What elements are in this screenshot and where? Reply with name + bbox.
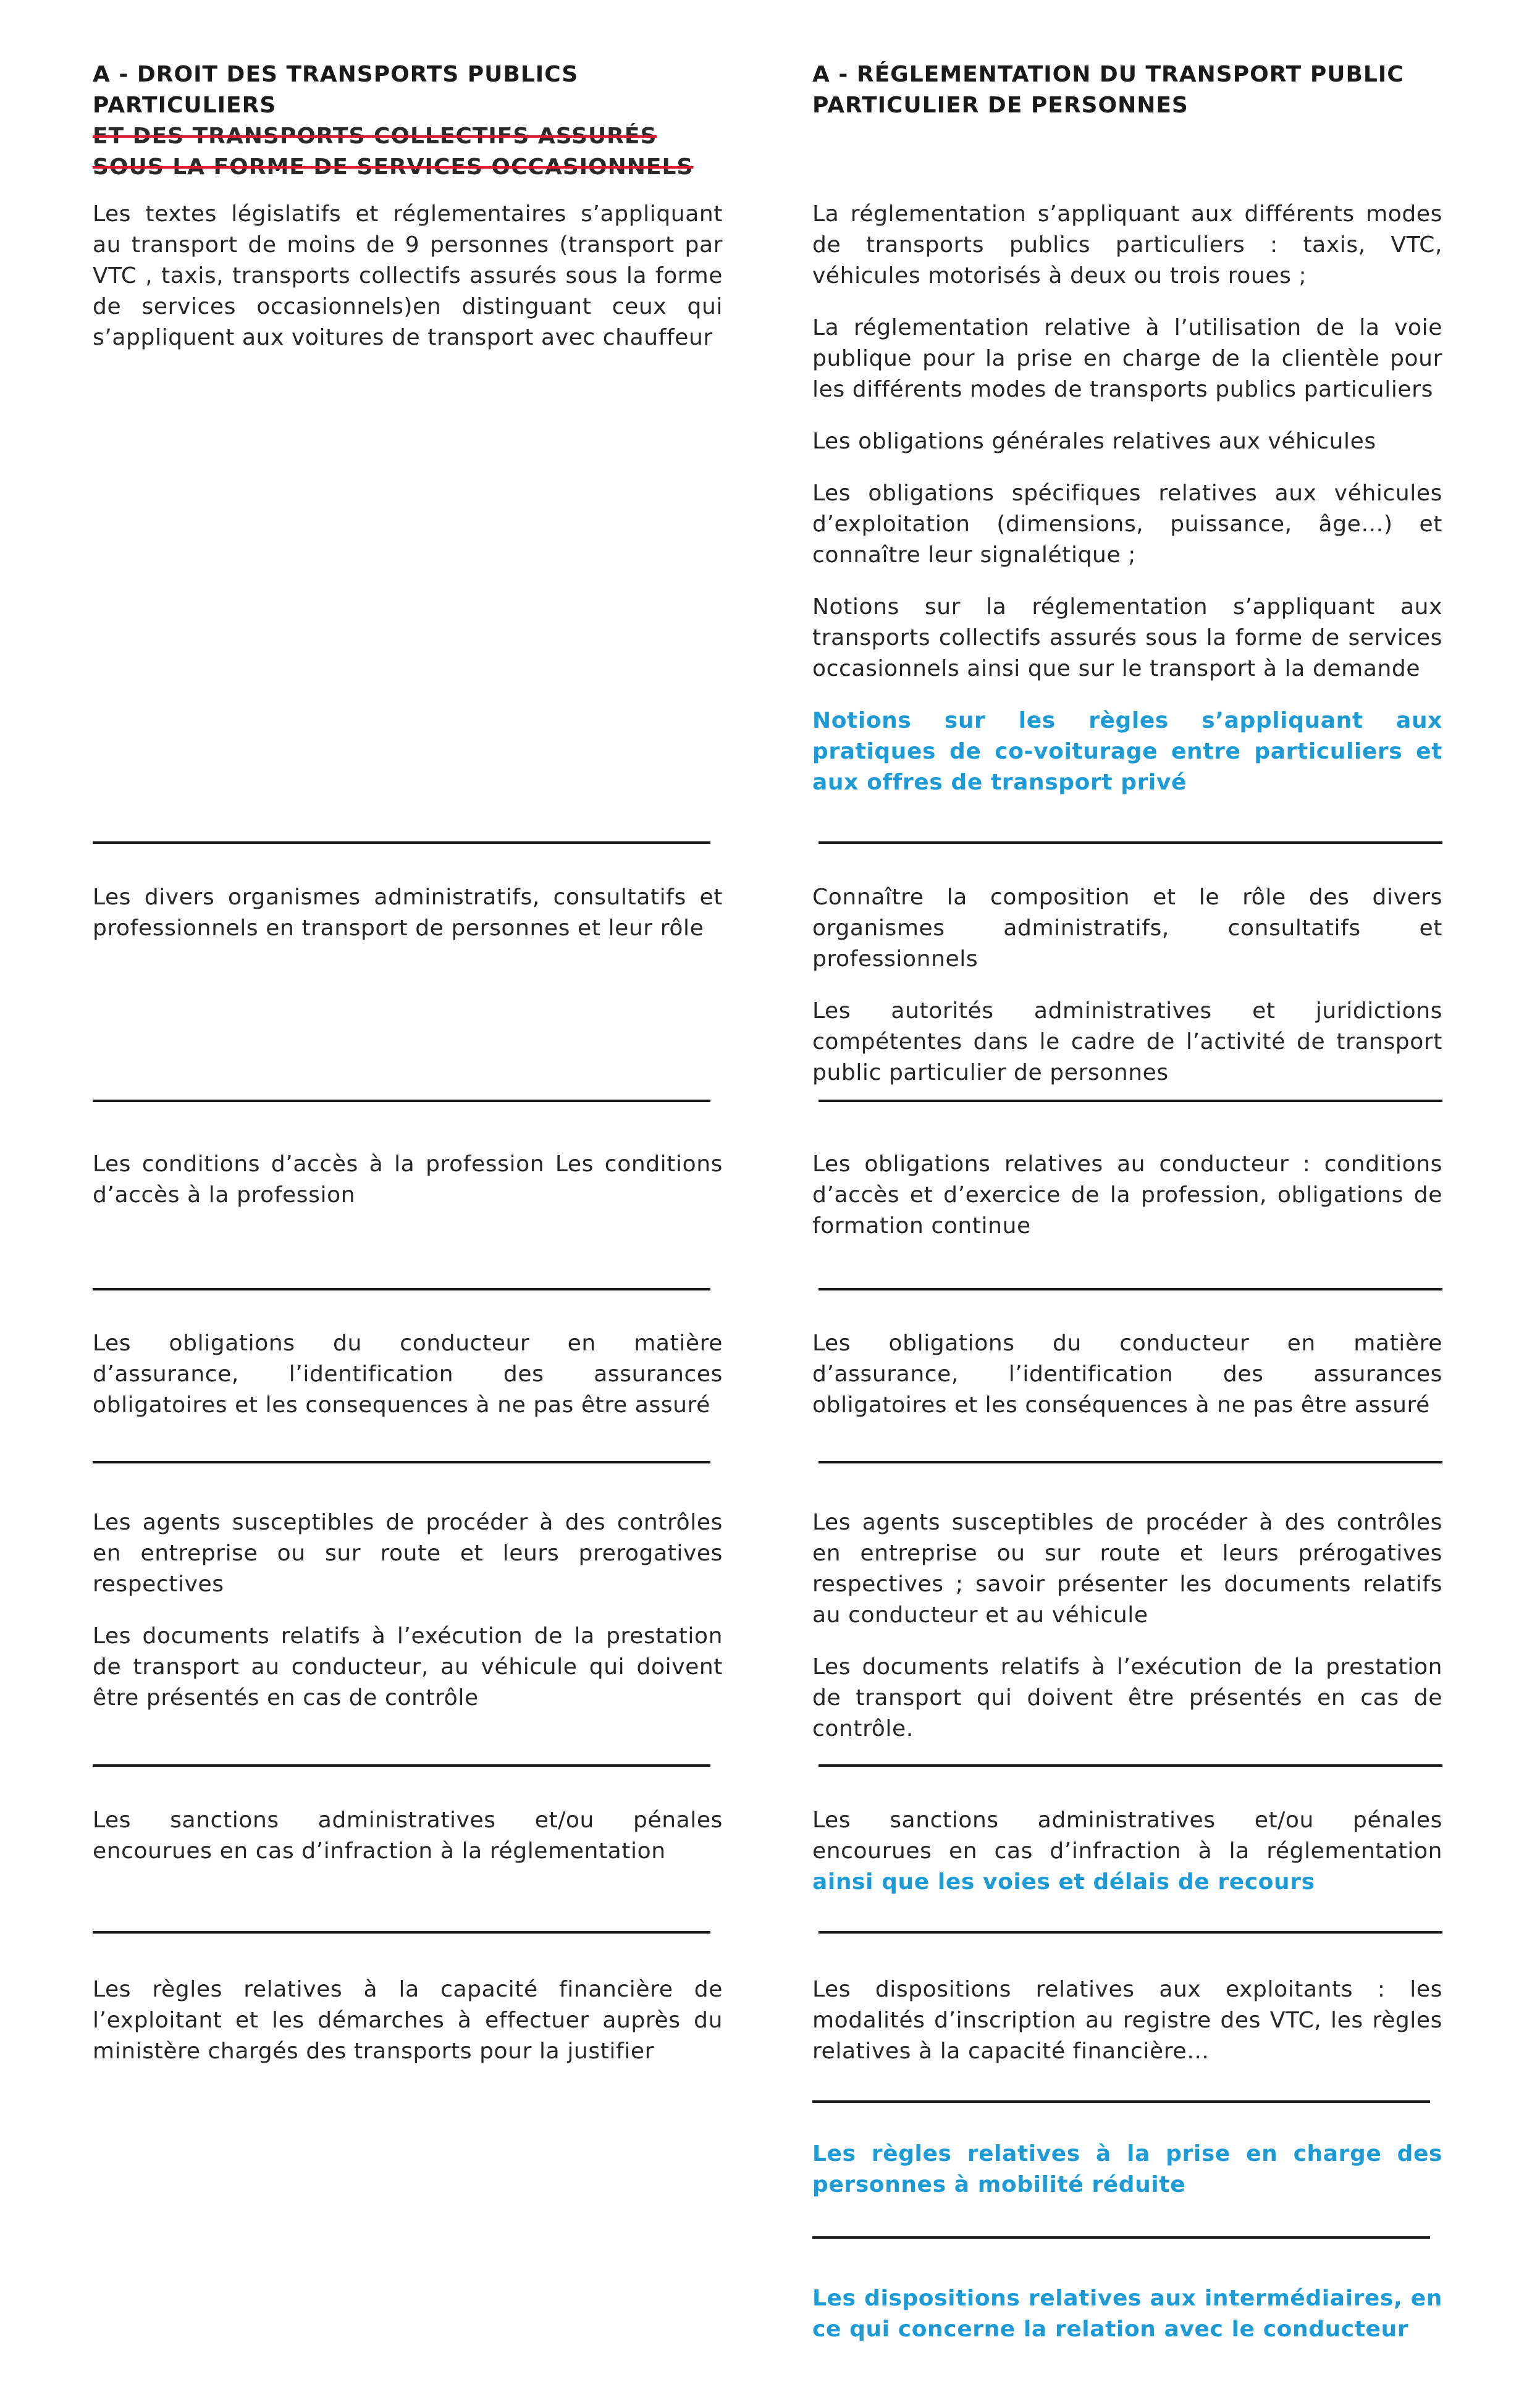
divider xyxy=(93,1100,710,1102)
right-s6-text: Les sanctions administratives et/ou pénales encourues en cas d’infraction à la réglementation xyxy=(812,1808,1442,1864)
right-s6-p1 xyxy=(812,1805,1442,1898)
right-s1-p2: La réglementation relative à l’utilisation de la voie publique pour la prise en charge de la clientèle pour les différents modes de transports publics particuliers xyxy=(812,315,1442,402)
left-section-5 xyxy=(93,1507,723,1714)
right-s1-p1: La réglementation s’appliquant aux différents modes de transports publics particuliers : taxis, VTC, véhicules motorisés à deux ou trois roues ; xyxy=(812,201,1442,288)
right-section-4 xyxy=(812,1328,1442,1421)
right-s8-blue: Les règles relatives à la prise en charge des personnes à mobilité réduite xyxy=(812,2141,1442,2197)
right-s4-p1: Les obligations du conducteur en matière d’assurance, l’identification des assurances obligatoires et les conséquences à ne pas être assuré xyxy=(812,1331,1442,1418)
divider xyxy=(93,841,710,844)
divider xyxy=(819,841,1442,844)
right-s2-p2: Les autorités administratives et juridictions compétentes dans le cadre de l’activité de transport public particulier de personnes xyxy=(812,998,1442,1085)
divider xyxy=(819,1288,1442,1290)
right-section-8 xyxy=(812,2139,1442,2200)
right-s7-p1: Les dispositions relatives aux exploitants : les modalités d’inscription au registre des VTC, les règles relatives à la capacité financière… xyxy=(812,1977,1442,2064)
divider xyxy=(812,2236,1430,2239)
left-title-line: A - DROIT DES TRANSPORTS PUBLICS PARTICULIERS xyxy=(93,62,579,118)
right-section-5 xyxy=(812,1507,1442,1745)
left-title xyxy=(93,59,729,183)
divider xyxy=(93,1764,710,1767)
left-s5-p2: Les documents relatifs à l’exécution de la prestation de transport au conducteur, au véhicule qui doivent être présentés en cas de contrôle xyxy=(93,1623,723,1711)
right-s5-p1: Les agents susceptibles de procéder à des contrôles en entreprise ou sur route et leurs prérogatives respectives ; savoir présenter les documents relatifs au conducteur et au véhicule xyxy=(812,1510,1442,1628)
divider xyxy=(812,2100,1430,2103)
right-section-2 xyxy=(812,882,1442,1088)
divider xyxy=(93,1461,710,1463)
left-section-1 xyxy=(93,199,723,353)
divider xyxy=(819,1461,1442,1463)
left-s7-p1: Les règles relatives à la capacité financière de l’exploitant et les démarches à effectuer auprès du ministère chargés des transports pour la justifier xyxy=(93,1977,723,2064)
left-s5-p1: Les agents susceptibles de procéder à des contrôles en entreprise ou sur route et leurs prerogatives respectives xyxy=(93,1510,723,1597)
right-section-9 xyxy=(812,2283,1442,2345)
left-s6-p1: Les sanctions administratives et/ou pénales encourues en cas d’infraction à la réglementation xyxy=(93,1808,723,1864)
left-title-struck-text: ET DES TRANSPORTS COLLECTIFS ASSURÉS SOUS LA FORME DE SERVICES OCCASIONNELS xyxy=(93,124,694,180)
right-s1-blue-note: Notions sur les règles s’appliquant aux pratiques de co-voiturage entre particuliers et aux offres de transport privé xyxy=(812,708,1442,795)
right-s1-p4: Les obligations spécifiques relatives aux véhicules d’exploitation (dimensions, puissance, âge…) et connaître leur signalétique ; xyxy=(812,481,1442,568)
right-s1-p5: Notions sur la réglementation s’appliquant aux transports collectifs assurés sous la forme de services occasionnels ainsi que sur le transport à la demande xyxy=(812,594,1442,681)
divider xyxy=(819,1100,1442,1102)
left-s1-p1: Les textes législatifs et réglementaires s’appliquant au transport de moins de 9 personnes (transport par VTC , taxis, transports collectifs assurés sous la forme de services occasionnels)en distinguant ceux qui s’appliquent aux voitures de transport avec chauffeur xyxy=(93,201,723,350)
right-s3-p1: Les obligations relatives au conducteur : conditions d’accès et d’exercice de la profession, obligations de formation continue xyxy=(812,1151,1442,1239)
left-section-3 xyxy=(93,1149,723,1211)
left-s4-p1: Les obligations du conducteur en matière d’assurance, l’identification des assurances obligatoires et les consequences à ne pas être assuré xyxy=(93,1331,723,1418)
left-s2-p1: Les divers organismes administratifs, consultatifs et professionnels en transport de personnes et leur rôle xyxy=(93,885,723,941)
divider xyxy=(819,1931,1442,1934)
left-section-7 xyxy=(93,1974,723,2067)
right-s1-p3: Les obligations générales relatives aux véhicules xyxy=(812,429,1376,454)
right-s9-blue: Les dispositions relatives aux intermédiaires, en ce qui concerne la relation avec le conducteur xyxy=(812,2286,1442,2342)
right-s5-p2: Les documents relatifs à l’exécution de la prestation de transport qui doivent être présentés en cas de contrôle. xyxy=(812,1654,1442,1741)
left-section-6 xyxy=(93,1805,723,1867)
right-section-6 xyxy=(812,1805,1442,1898)
left-section-4 xyxy=(93,1328,723,1421)
left-s3-p1: Les conditions d’accès à la profession Les conditions d’accès à la profession xyxy=(93,1151,723,1208)
divider xyxy=(93,1931,710,1934)
right-section-3 xyxy=(812,1149,1442,1242)
right-section-1 xyxy=(812,199,1442,798)
left-section-2 xyxy=(93,882,723,944)
right-s6-blue: ainsi que les voies et délais de recours xyxy=(812,1869,1315,1895)
right-title: A - RÉGLEMENTATION DU TRANSPORT PUBLIC PARTICULIER DE PERSONNES xyxy=(812,62,1404,118)
right-s2-p1: Connaître la composition et le rôle des divers organismes administratifs, consultatifs et professionnels xyxy=(812,885,1442,972)
right-section-7 xyxy=(812,1974,1442,2067)
divider xyxy=(93,1288,710,1290)
divider xyxy=(819,1764,1442,1767)
